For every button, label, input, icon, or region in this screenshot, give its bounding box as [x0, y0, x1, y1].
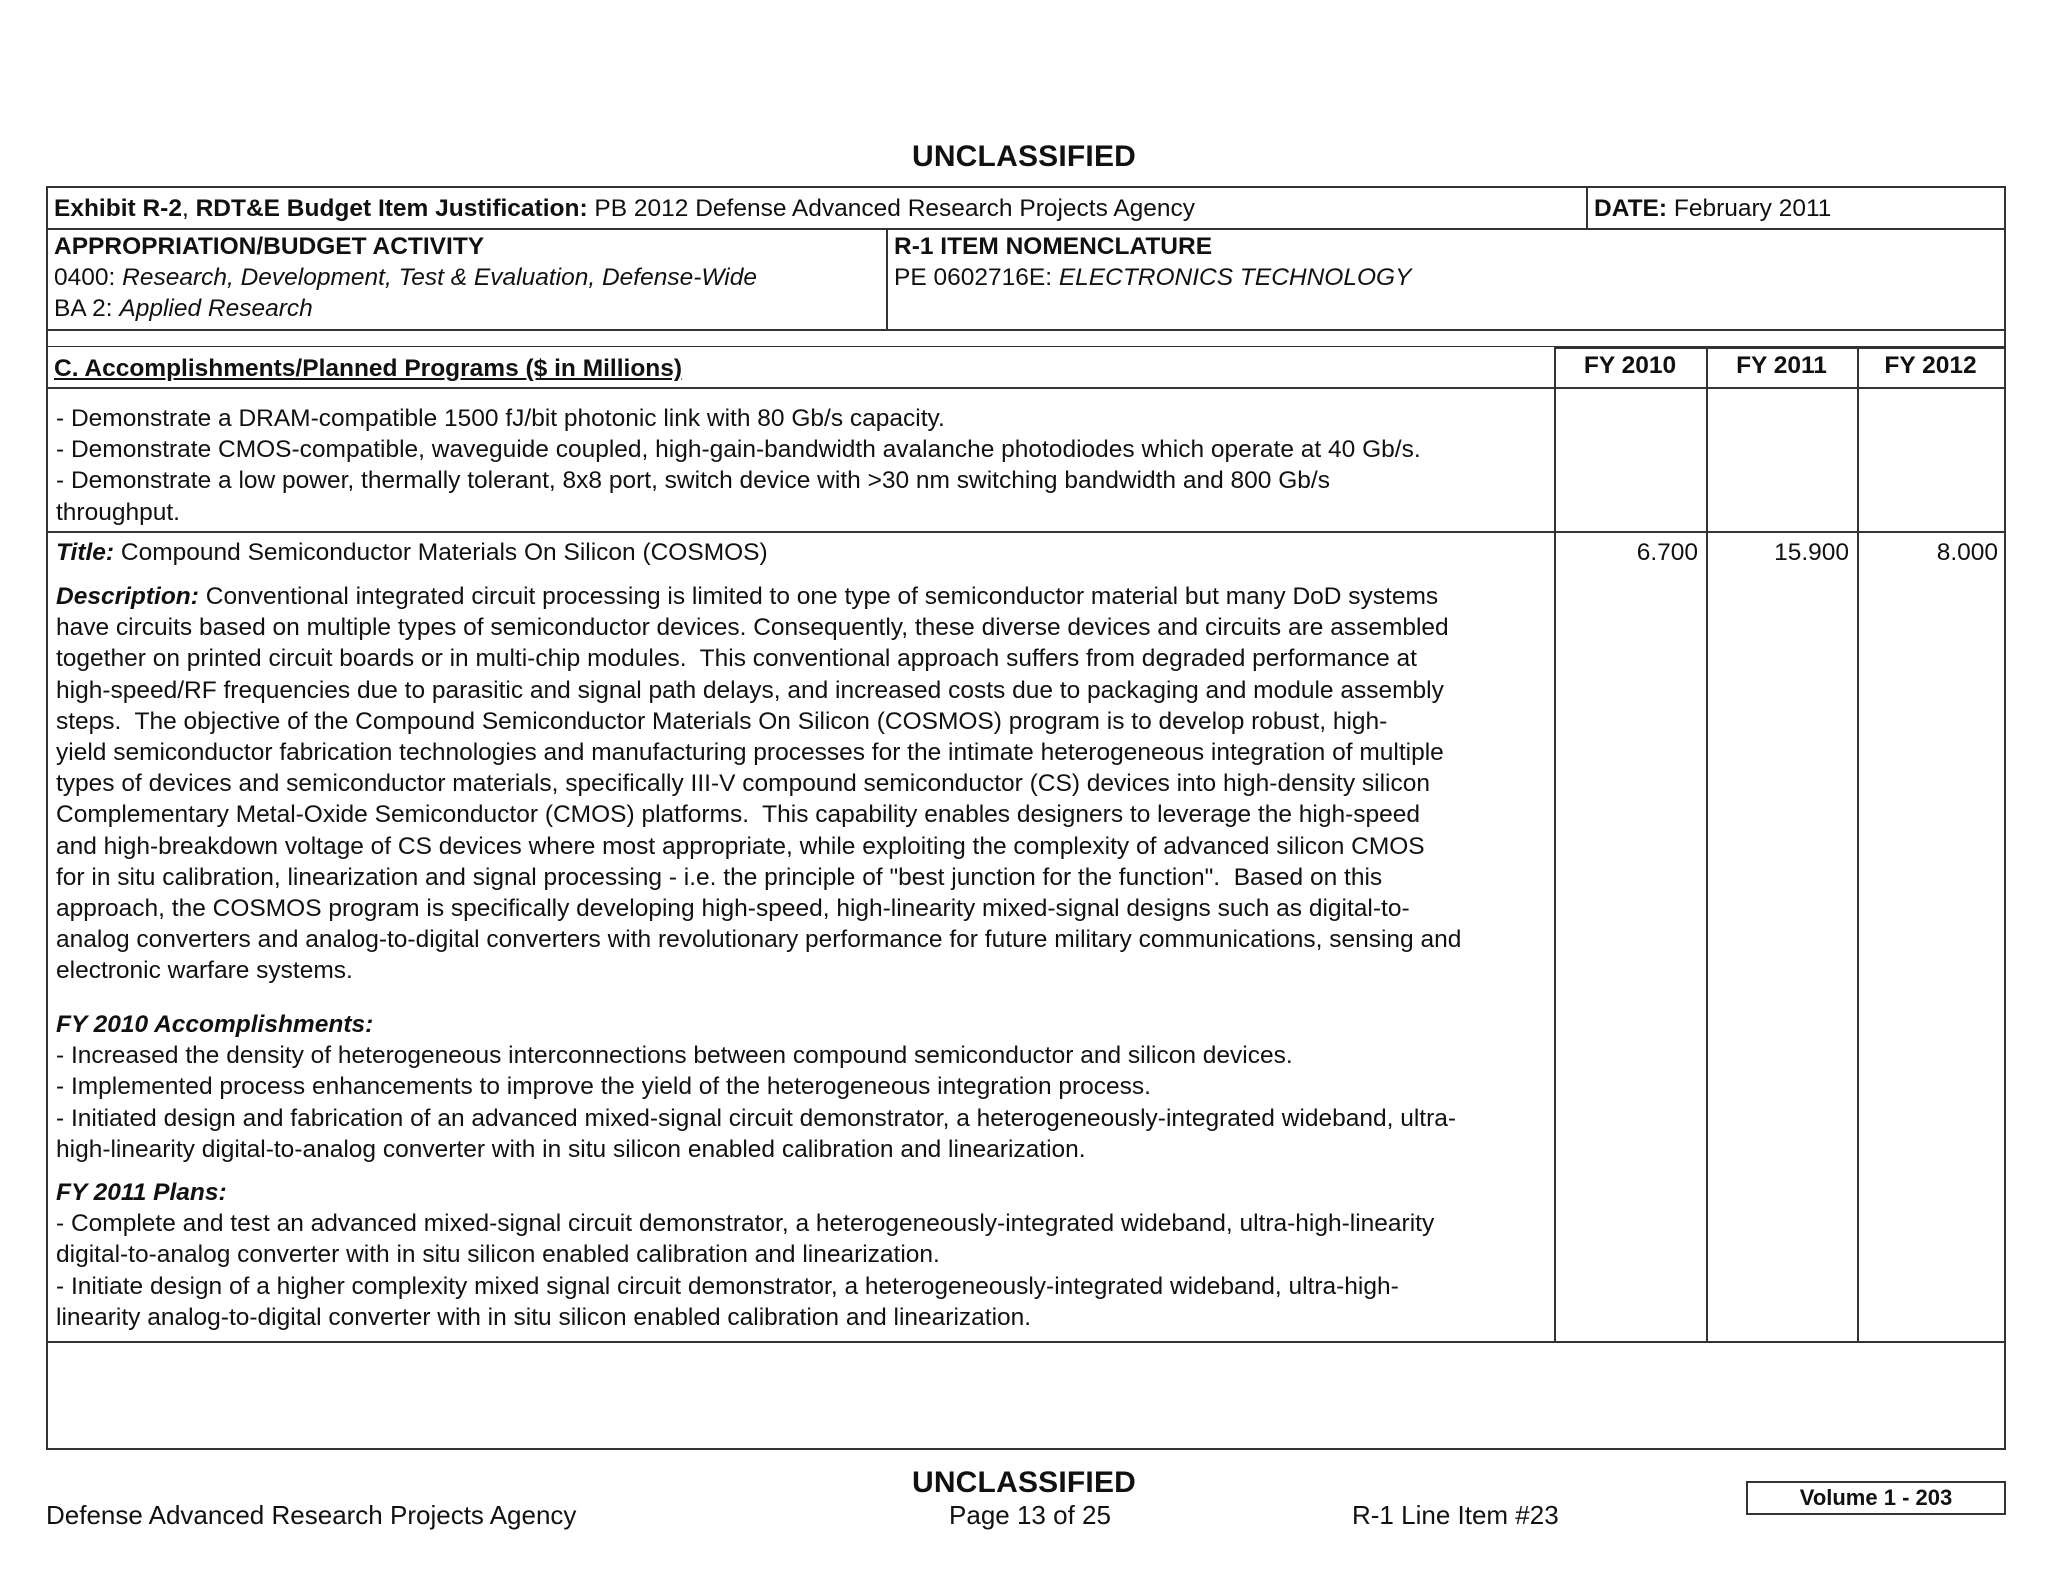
header-row-divider: [48, 228, 2004, 230]
program-description: [56, 581, 1556, 987]
value-fy2012: 8.000: [1936, 539, 1998, 566]
ba-code: BA 2:: [54, 295, 113, 322]
appropriation-label: APPROPRIATION/BUDGET ACTIVITY: [54, 233, 485, 260]
classification-bottom: UNCLASSIFIED: [911, 1466, 1137, 1499]
fy2010-line: - Increased the density of heterogeneous interconnections between compound semiconductor and silicon devices.: [56, 1042, 1293, 1070]
column-header-top-rule: [1554, 347, 2004, 349]
date-label: DATE:: [1594, 195, 1668, 222]
program-title-value: Compound Semiconductor Materials On Silicon (COSMOS): [120, 539, 768, 566]
exhibit-header: [46, 186, 2006, 331]
header-bottom-rule: [48, 387, 2004, 389]
description-line: together on printed circuit boards or in multi-chip modules. This conventional approach suffers from degraded performance at: [56, 645, 1417, 673]
program-title: [56, 537, 1552, 568]
description-line: steps. The objective of the Compound Semiconductor Materials On Silicon (COSMOS) program is to develop robust, high-: [56, 707, 1388, 735]
description-line: yield semiconductor fabrication technologies and manufacturing processes for the intimate heterogeneous integration of multiple: [56, 739, 1444, 767]
fy2011-heading: FY 2011 Plans:: [56, 1179, 227, 1206]
description-line: approach, the COSMOS program is specifically developing high-speed, high-linearity mixed-signal designs such as digital-to-: [56, 895, 1410, 923]
value-fy2010: 6.700: [1636, 539, 1698, 566]
description-line: Conventional integrated circuit processing is limited to one type of semiconductor material but many DoD systems: [198, 583, 1439, 610]
column-header-fy2010: FY 2010: [1583, 352, 1677, 379]
volume-box: Volume 1 - 203: [1746, 1481, 2006, 1515]
fy2010-heading: FY 2010 Accomplishments:: [56, 1011, 374, 1038]
appropriation-block: [54, 231, 884, 324]
exhibit-title: Exhibit R-2, RDT&E Budget Item Justification: PB 2012 Defense Advanced Research Projects Agency: [54, 195, 1196, 222]
exhibit-prefix: Exhibit R-2: [54, 195, 182, 222]
carryover-bullet: - Demonstrate a low power, thermally tolerant, 8x8 port, switch device with >30 nm switching bandwidth and 800 Gb/s: [56, 467, 1330, 495]
fy2010-line: high-linearity digital-to-analog converter with in situ silicon enabled calibration and linearization.: [56, 1135, 1086, 1163]
date-field: [1594, 193, 1994, 224]
description-label: Description:: [56, 583, 199, 610]
exhibit-bold-label: RDT&E Budget Item Justification:: [195, 195, 588, 222]
value-fy2011: 15.900: [1774, 539, 1849, 566]
column-divider-2: [1706, 347, 1708, 1341]
section-title-text: C. Accomplishments/Planned Programs ($ in Millions): [54, 355, 683, 382]
description-line: have circuits based on multiple types of semiconductor devices. Consequently, these diverse devices and circuits are assembled: [56, 614, 1449, 642]
fy2011-line: - Initiate design of a higher complexity mixed signal circuit demonstrator, a heterogeneously-integrated wideband, ultra-high-: [56, 1272, 1399, 1300]
fy2010-line: - Implemented process enhancements to improve the yield of the heterogeneous integration process.: [56, 1073, 1151, 1101]
description-line: Complementary Metal-Oxide Semiconductor (CMOS) platforms. This capability enables designers to leverage the high-speed: [56, 801, 1421, 829]
column-header-fy2011: FY 2011: [1736, 352, 1827, 379]
column-divider-3: [1857, 347, 1859, 1341]
r1-name: ELECTRONICS TECHNOLOGY: [1058, 264, 1412, 291]
ba-name: Applied Research: [119, 295, 313, 322]
appropriation-divider: [886, 228, 888, 331]
programs-table: [46, 331, 2006, 1450]
appropriation-code: 0400:: [54, 264, 116, 291]
fy2011-plans: [56, 1177, 1556, 1333]
description-line: electronic warfare systems.: [56, 957, 353, 985]
appropriation-name: Research, Development, Test & Evaluation, Defense-Wide: [122, 264, 757, 291]
date-divider: [1586, 188, 1588, 228]
classification-top: UNCLASSIFIED: [911, 140, 1137, 173]
footer-page-number: Page 13 of 25: [949, 1500, 1111, 1530]
carryover-bottom-rule: [48, 531, 2004, 533]
exhibit-agency: PB 2012 Defense Advanced Research Projects Agency: [594, 195, 1196, 222]
section-title: [54, 353, 1554, 384]
footer-agency: Defense Advanced Research Projects Agency: [46, 1500, 577, 1530]
carryover-bullet: - Demonstrate a DRAM-compatible 1500 fJ/bit photonic link with 80 Gb/s capacity.: [56, 405, 945, 432]
r1-label: R-1 ITEM NOMENCLATURE: [894, 233, 1213, 260]
fy2011-line: digital-to-analog converter with in situ silicon enabled calibration and linearization.: [56, 1241, 940, 1269]
carryover-bullet: throughput.: [56, 498, 180, 526]
program-bottom-rule: [48, 1341, 2004, 1343]
footer-line-item: R-1 Line Item #23: [1352, 1500, 1559, 1530]
description-line: analog converters and analog-to-digital converters with revolutionary performance for future military communications, sensing and: [56, 926, 1462, 954]
r1-nomenclature-block: [894, 231, 1994, 293]
description-line: and high-breakdown voltage of CS devices where most appropriate, while exploiting the complexity of advanced silicon CMOS: [56, 832, 1425, 860]
description-line: for in situ calibration, linearization and signal processing - i.e. the principle of "best junction for the function". Based on this: [56, 863, 1383, 891]
fy2011-line: - Complete and test an advanced mixed-signal circuit demonstrator, a heterogeneously-integrated wideband, ultra-high-linearity: [56, 1210, 1435, 1238]
program-title-label: Title:: [56, 539, 115, 566]
carryover-bullets: [56, 403, 1552, 528]
description-line: high-speed/RF frequencies due to parasitic and signal path delays, and increased costs due to packaging and module assembly: [56, 676, 1444, 704]
fy2010-line: - Initiated design and fabrication of an advanced mixed-signal circuit demonstrator, a heterogeneously-integrated wideband, ultra-: [56, 1104, 1457, 1132]
description-line: types of devices and semiconductor materials, specifically III-V compound semiconductor (CS) devices into high-density silicon: [56, 770, 1430, 798]
column-header-fy2012: FY 2012: [1884, 352, 1977, 379]
r1-code: PE 0602716E:: [894, 264, 1053, 291]
fy2010-accomplishments: [56, 1009, 1556, 1165]
carryover-bullet: - Demonstrate CMOS-compatible, waveguide coupled, high-gain-bandwidth avalanche photodiodes which operate at 40 Gb/s.: [56, 436, 1421, 464]
fy2011-line: linearity analog-to-digital converter with in situ silicon enabled calibration and linearization.: [56, 1303, 1032, 1331]
date-value: February 2011: [1673, 195, 1832, 222]
